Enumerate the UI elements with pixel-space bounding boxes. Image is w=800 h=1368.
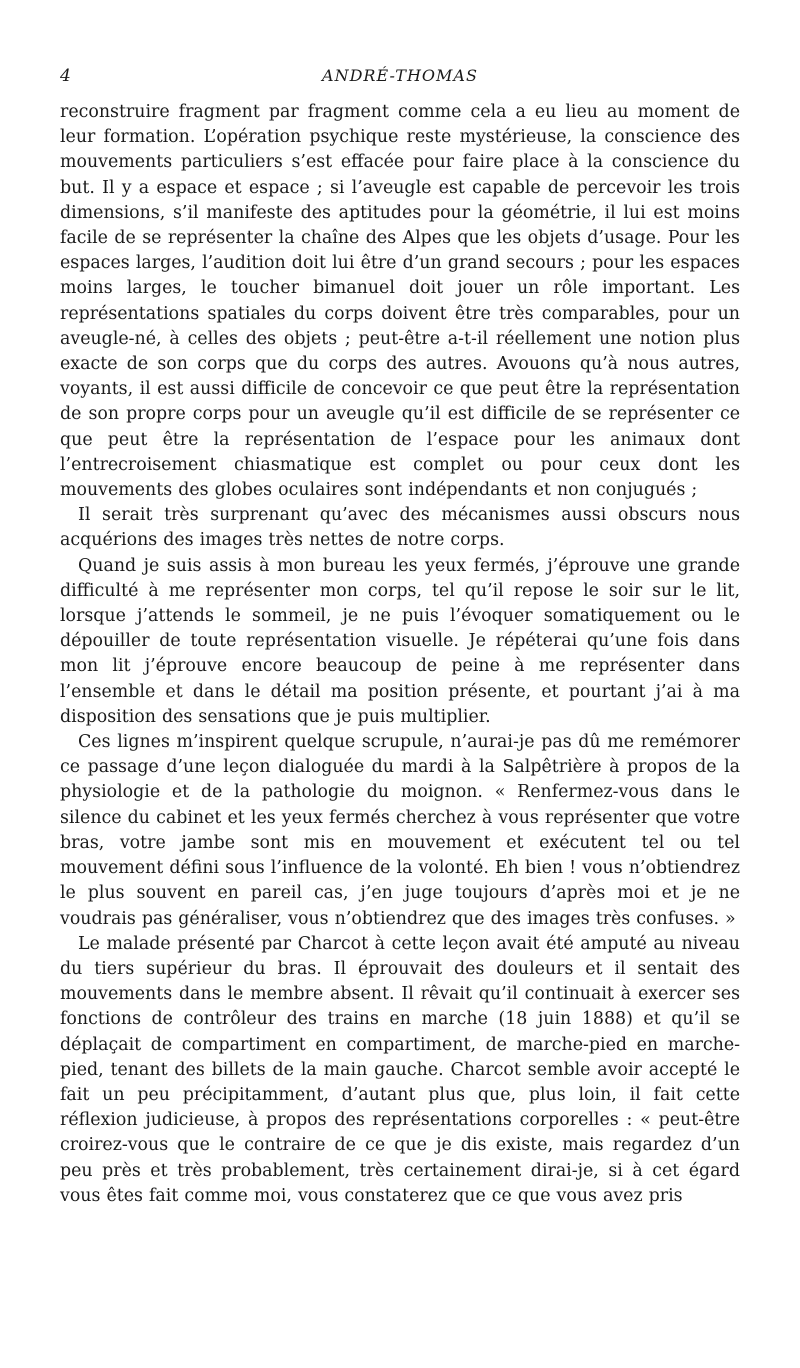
body-text [60,100,740,1209]
paragraph: Il serait très surprenant qu’avec des mécanismes aussi obscurs nous acquérions des images très nettes de notre corps. [60,505,740,551]
paragraph-continuation: reconstruire fragment par fragment comme cela a eu lieu au moment de leur formation. L’opération psychique reste mystérieuse, la conscience des mouvements particuliers s’est effacée pour faire place à la conscience du but. Il y a espace et espace ; si l’aveugle est capable de percevoir les trois dimensions, s’il manifeste des aptitudes pour la géométrie, il lui est moins facile de se représenter la chaîne des Alpes que les objets d’usage. Pour les espaces larges, l’audition doit lui être d’un grand secours ; pour les espaces moins larges, le toucher bimanuel doit jouer un rôle important. Les représentations spatiales du corps doivent être très comparables, pour un aveugle-né, à celles des objets ; peut-être a-t-il réellement une notion plus exacte de son corps que du corps des autres. Avouons qu’à nous autres, voyants, il est aussi difficile de concevoir ce que peut être la représentation de son propre corps pour un aveugle qu’il est difficile de se représenter ce que peut être la représentation de l’espace pour les animaux dont l’entrecroisement chiasmatique est complet ou pour ceux dont les mouvements des globes oculaires sont indépendants et non conjugués ; [60,102,740,501]
paragraph: Le malade présenté par Charcot à cette leçon avait été amputé au niveau du tiers supérieur du bras. Il éprouvait des douleurs et il sentait des mouvements dans le membre absent. Il rêvait qu’il continuait à exercer ses fonctions de contrôleur des trains en marche (18 juin 1888) et qu’il se déplaçait de compartiment en compartiment, de marche-pied en marche-pied, tenant des billets de la main gauche. Charcot semble avoir accepté le fait un peu précipitamment, d’autant plus que, plus loin, il fait cette réflexion judicieuse, à propos des représentations corporelles : « peut-être croirez-vous que le contraire de ce que je dis existe, mais regardez d’un peu près et très probablement, très certainement dirai-je, si à cet égard vous êtes fait comme moi, vous constaterez que ce que vous avez pris [60,933,740,1206]
paragraph: Ces lignes m’inspirent quelque scrupule, n’aurai-je pas dû me remémorer ce passage d’une leçon dialoguée du mardi à la Salpêtrière à propos de la physiologie et de la pathologie du moignon. « Renfermez-vous dans le silence du cabinet et les yeux fermés cherchez à vous représenter que votre bras, votre jambe sont mis en mouvement et exécutent tel ou tel mouvement défini sous l’influence de la volonté. Eh bien ! vous n’obtiendrez le plus souvent en pareil cas, j’en juge toujours d’après moi et je ne voudrais pas généraliser, vous n’obtiendrez que des images très confuses. » [60,732,740,929]
running-head: ANDRÉ-THOMAS [322,66,478,85]
page-number: 4 [60,66,71,86]
paragraph: Quand je suis assis à mon bureau les yeux fermés, j’éprouve une grande difficulté à me représenter mon corps, tel qu’il repose le soir sur le lit, lorsque j’attends le sommeil, je ne puis l’évoquer somatiquement ou le dépouiller de toute représentation visuelle. Je répéterai qu’une fois dans mon lit j’éprouve encore beaucoup de peine à me représenter dans l’ensemble et dans le détail ma position présente, et pourtant j’ai à ma disposition des sensations que je puis multiplier. [60,555,740,727]
